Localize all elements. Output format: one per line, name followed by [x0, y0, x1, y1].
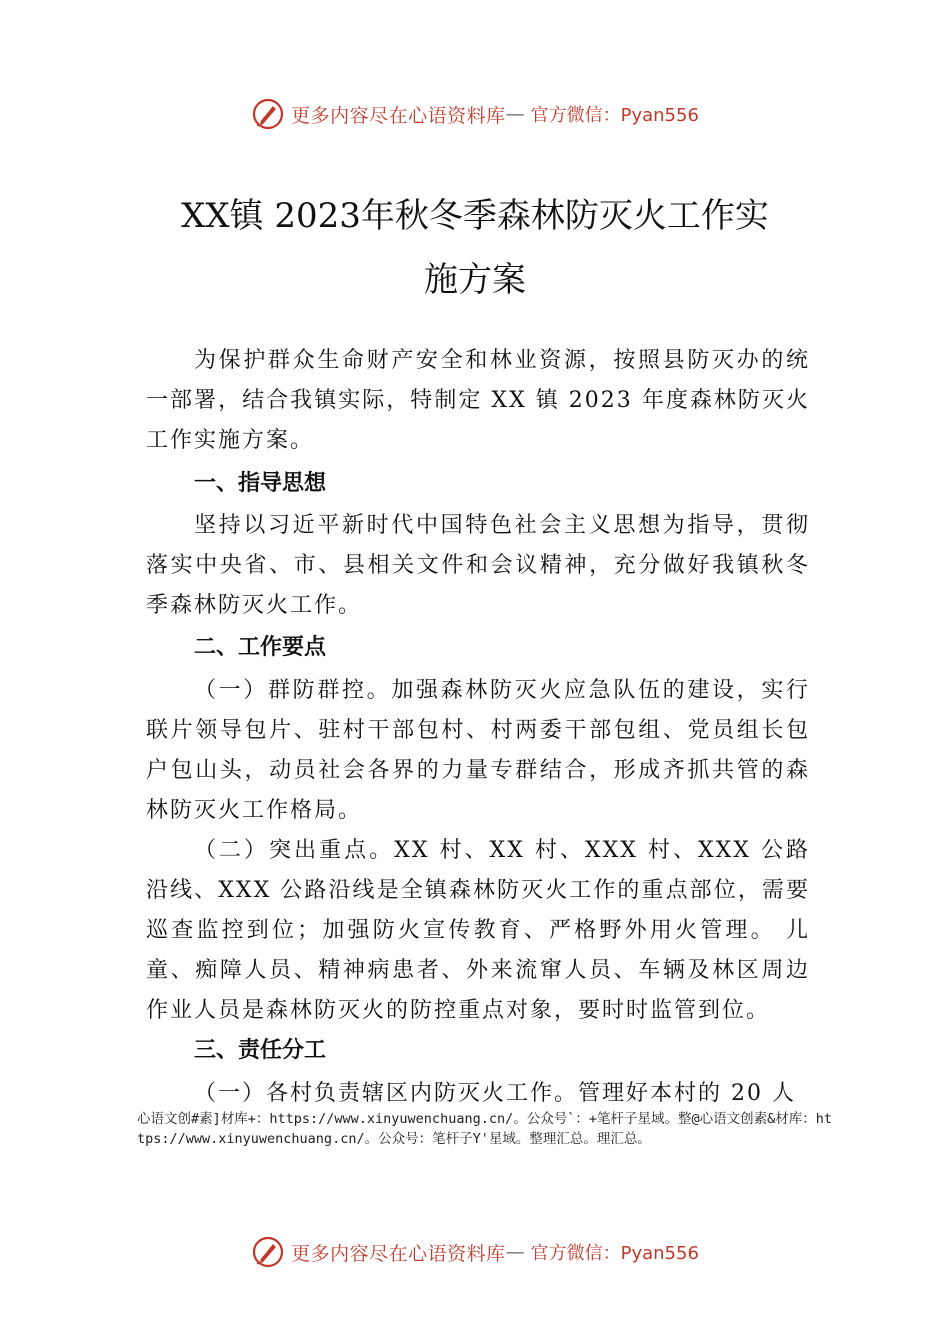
- banner-text: 更多内容尽在心语资料库: [291, 1242, 506, 1265]
- document-title-line-2: 施方案: [424, 260, 526, 300]
- footer-banner: [0, 1232, 950, 1272]
- document-title-line-1: XX镇 2023年秋冬季森林防灭火工作实: [181, 196, 769, 236]
- banner-wechat: 官方微信：Pyan556: [530, 1243, 699, 1264]
- section-heading-responsibilities: 三、责任分工: [194, 1038, 327, 1063]
- banner-separator: —: [505, 1241, 525, 1263]
- section-2-paragraph-1: （一）群防群控。加强森林防灭火应急队伍的建设，实行联片领导包片、驻村干部包村、村两委干部包组、党员组长包户包山头，动员社会各界的力量专群结合，形成齐抓共管的森林防灭火工作格局。: [146, 678, 810, 823]
- section-heading-guiding-ideology: 一、指导思想: [194, 471, 327, 496]
- banner-separator: —: [505, 103, 525, 125]
- intro-paragraph: 为保护群众生命财产安全和林业资源，按照县防灭办的统一部署，结合我镇实际，特制定 XX 镇 2023 年度森林防灭火工作实施方案。: [146, 348, 810, 453]
- quill-pen-icon: [251, 1235, 285, 1269]
- quill-pen-icon: [251, 97, 285, 131]
- banner-wechat: 官方微信：Pyan556: [530, 105, 699, 126]
- header-banner: [0, 94, 950, 134]
- footnote-watermark: 心语文创#素]材库+：https://www.xinyuwenchuang.cn/。公众号`：+笔杆子星域。整@心语文创素&材库：https://www.xinyuwenchuang.cn/。公众号：笔杆子Y'星域。整理汇总。理汇总。: [137, 1111, 832, 1147]
- section-1-paragraph: 坚持以习近平新时代中国特色社会主义思想为指导，贯彻落实中央省、市、县相关文件和会议精神，充分做好我镇秋冬季森林防灭火工作。: [146, 513, 810, 618]
- banner-text: 更多内容尽在心语资料库: [291, 104, 506, 127]
- section-3-paragraph-1: （一）各村负责辖区内防灭火工作。管理好本村的 20 人: [194, 1081, 796, 1106]
- section-heading-work-points: 二、工作要点: [194, 635, 327, 660]
- section-2-paragraph-2: （二）突出重点。XX 村、XX 村、XXX 村、XXX 公路沿线、XXX 公路沿线是全镇森林防灭火工作的重点部位，需要巡查监控到位；加强防火宣传教育、严格野外用火管理。 儿童、痴障人员、精神病患者、外来流窜人员、车辆及林区周边作业人员是森林防灭火的防控重点对象，要时时监管到位。: [146, 838, 810, 1023]
